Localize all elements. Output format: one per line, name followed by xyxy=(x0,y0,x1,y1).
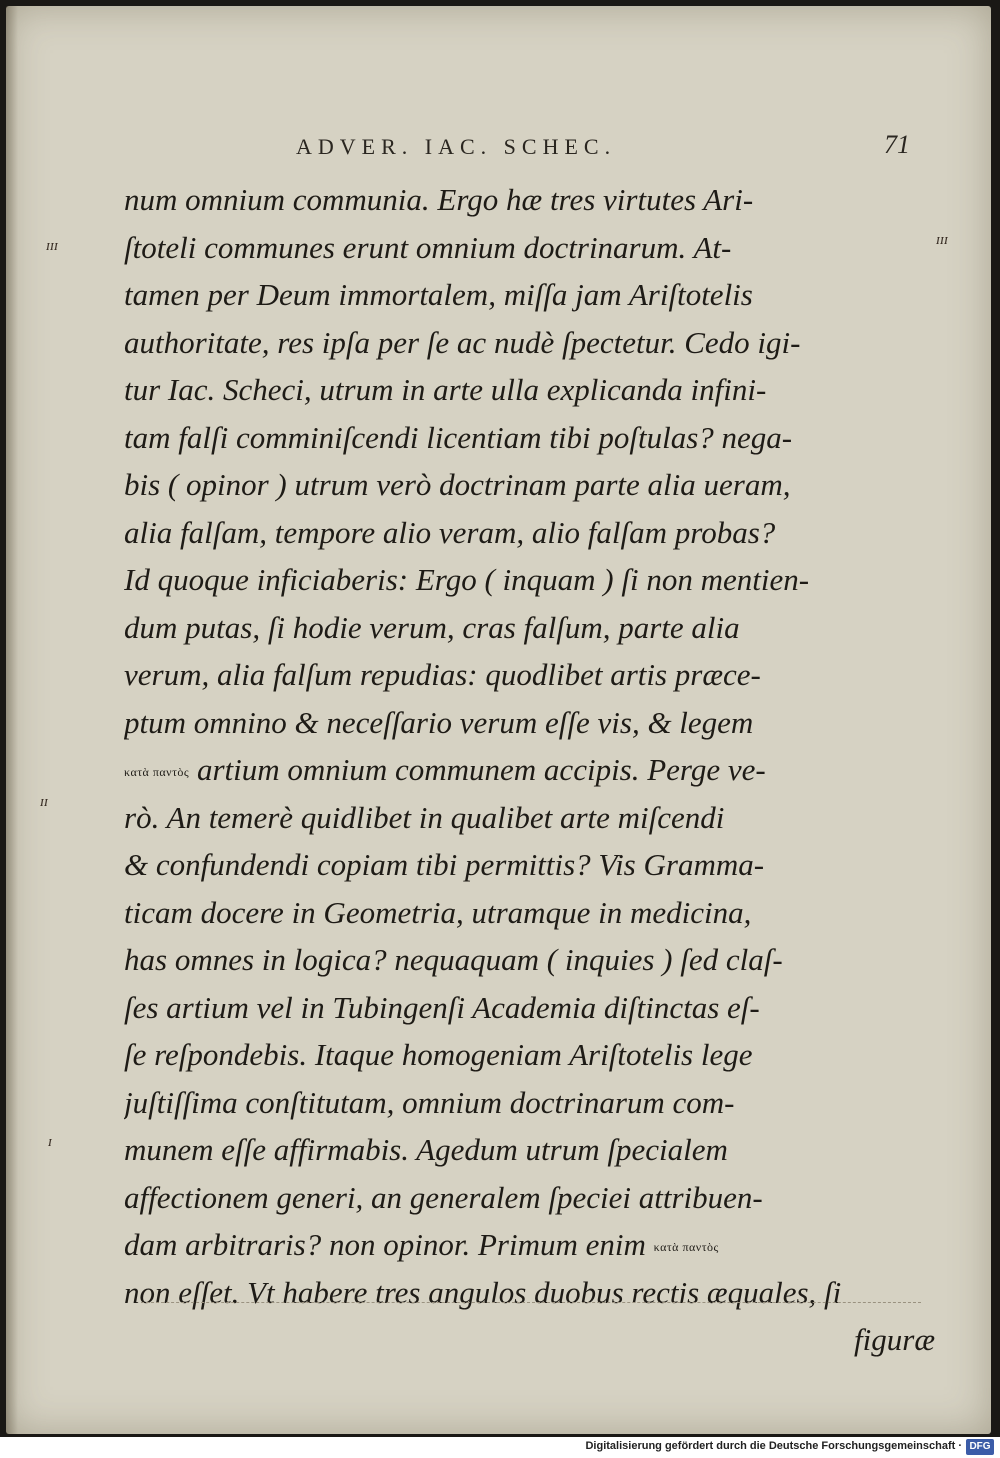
catchword: figuræ xyxy=(854,1322,935,1357)
text-line: ticam docere in Geometria, utramque in medicina, xyxy=(124,894,752,930)
text-line: ſtoteli communes erunt omnium doctrinarum. At- xyxy=(124,229,732,265)
text-line: rò. An temerè quidlibet in qualibet arte miſcendi xyxy=(124,799,725,835)
running-title: ADVER. IAC. SCHEC. xyxy=(296,134,617,159)
dfg-logo: DFG xyxy=(966,1439,994,1455)
text-line: juſtiſſima conſtitutam, omnium doctrinarum com- xyxy=(124,1084,735,1120)
text-line-with-greek xyxy=(124,1221,939,1269)
text-line: verum, alia falſum repudias: quodlibet artis præce- xyxy=(124,657,761,692)
margin-note-left-2: ɪɪ xyxy=(40,794,49,810)
greek-phrase: κατὰ παντὸς xyxy=(653,1240,719,1255)
text-line: tur Iac. Scheci, utrum in arte ulla explicanda infini- xyxy=(124,372,767,407)
text-line: & confundendi copiam tibi permittis? Vis Gramma- xyxy=(124,847,765,882)
page-gutter-shadow xyxy=(6,6,18,1434)
text-line-segment: dam arbitraris? non opinor. Primum enim xyxy=(124,1227,646,1262)
page-number: 71 xyxy=(884,130,910,159)
text-line: authoritate, res ipſa per ſe ac nudè ſpectetur. Cedo igi- xyxy=(124,324,801,360)
text-line: ſes artium vel in Tubingenſi Academia diſtinctas eſ- xyxy=(124,989,760,1025)
text-line: ptum omnino & neceſſario verum eſſe vis, & legem xyxy=(124,704,754,740)
book-page xyxy=(6,6,991,1434)
text-line: munem eſſe affirmabis. Agedum utrum ſpecialem xyxy=(124,1132,728,1167)
greek-phrase: κατὰ παντὸς xyxy=(124,765,190,780)
margin-note-left-1: ɪɪɪ xyxy=(46,238,59,254)
text-line-with-greek xyxy=(124,746,939,794)
margin-note-left-3: ɪ xyxy=(48,1134,53,1150)
text-line: alia falſam, tempore alio veram, alio falſam probas? xyxy=(124,514,776,550)
text-line-segment: artium omnium communem accipis. Perge ve- xyxy=(196,752,766,787)
text-line: has omnes in logica? nequaquam ( inquies ) ſed claſ- xyxy=(124,942,783,977)
text-line: tamen per Deum immortalem, miſſa jam Ariſtotelis xyxy=(124,277,753,312)
text-line: dum putas, ſi hodie verum, cras falſum, parte alia xyxy=(124,609,740,645)
text-line: non eſſet. Vt habere tres angulos duobus rectis æquales, ſi xyxy=(124,1274,842,1310)
text-line: affectionem generi, an generalem ſpeciei attribuen- xyxy=(124,1179,763,1215)
digitization-footer xyxy=(0,1437,1000,1458)
body-text xyxy=(124,176,939,1364)
underline-rule xyxy=(141,1302,921,1303)
margin-note-right-1: ɪɪɪ xyxy=(936,232,949,248)
footer-credit: Digitalisierung gefördert durch die Deutsche Forschungsgemeinschaft · xyxy=(585,1440,962,1452)
text-line: Id quoque inficiaberis: Ergo ( inquam ) ſi non mentien- xyxy=(124,562,810,597)
text-line: tam falſi comminiſcendi licentiam tibi poſtulas? nega- xyxy=(124,419,793,455)
text-line: ſe reſpondebis. Itaque homogeniam Ariſtotelis lege xyxy=(124,1037,753,1072)
text-line: bis ( opinor ) utrum verò doctrinam parte alia ueram, xyxy=(124,467,791,502)
text-line: num omnium communia. Ergo hæ tres virtutes Ari- xyxy=(124,182,754,217)
